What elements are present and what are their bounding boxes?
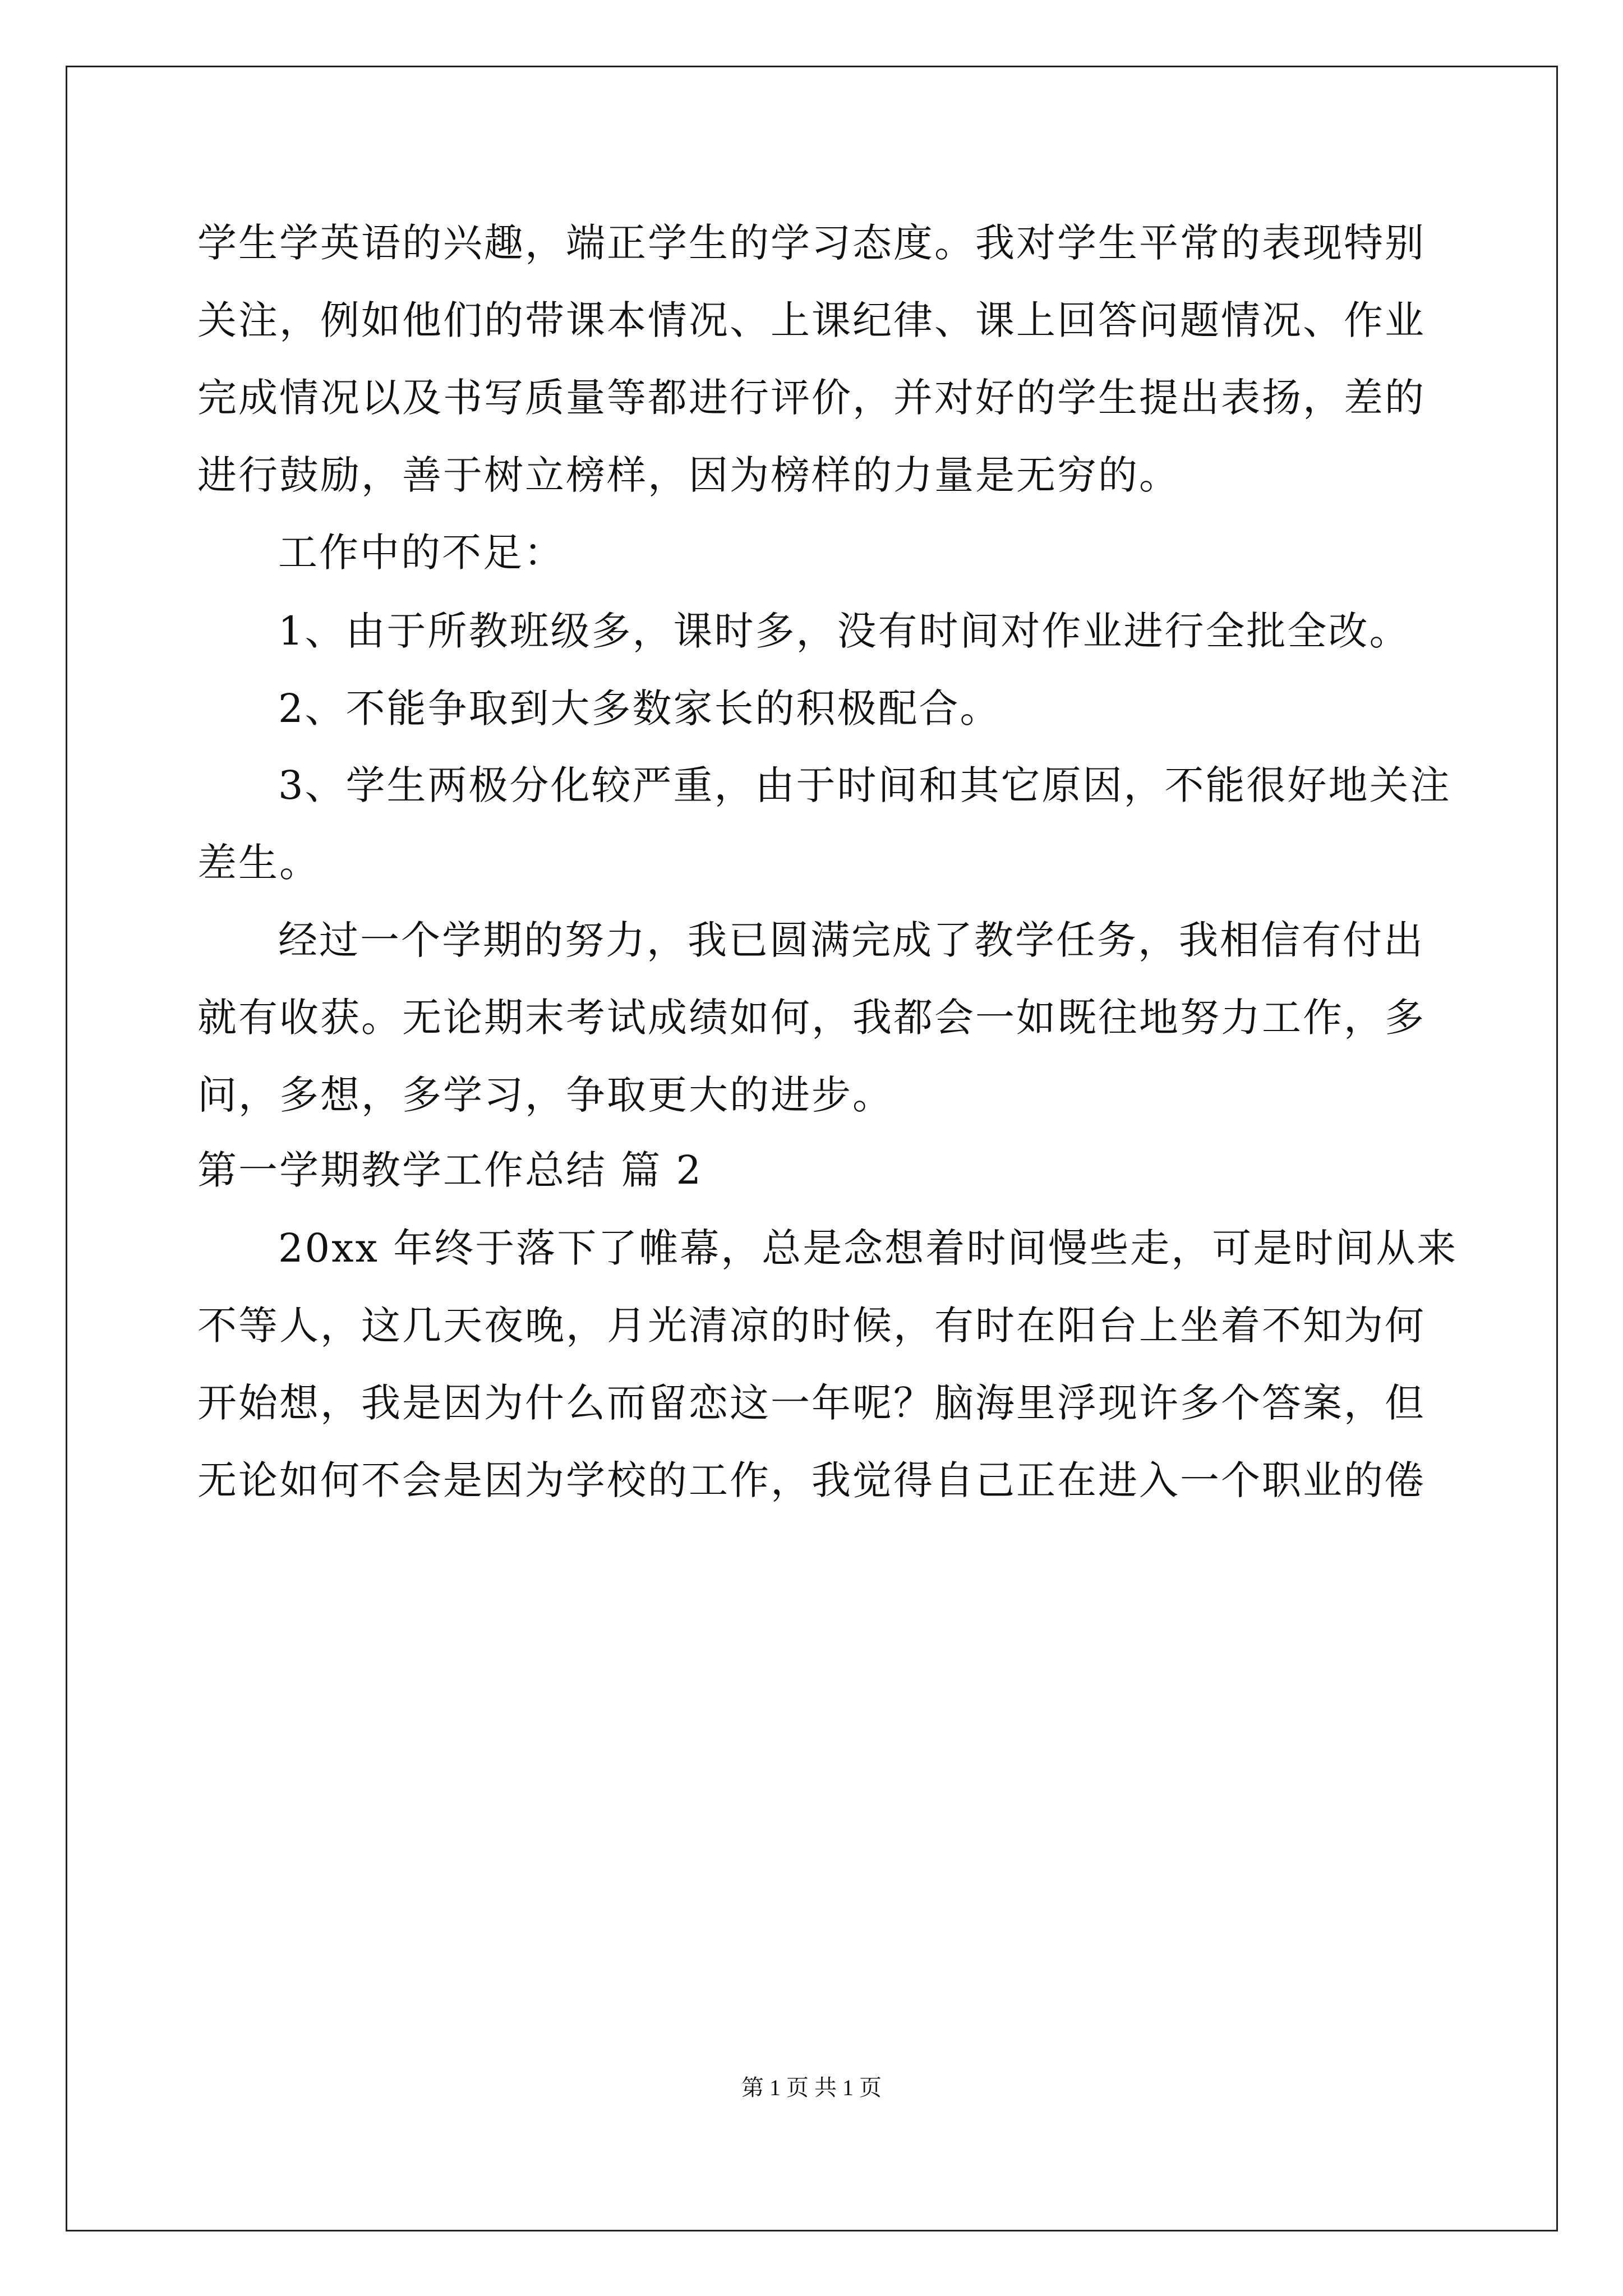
paragraph-line: 经过一个学期的努力，我已圆满完成了教学任务，我相信有付出 xyxy=(278,917,1424,963)
paragraph-line: 不等人，这几天夜晚，月光清凉的时候，有时在阳台上坐着不知为何 xyxy=(197,1303,1426,1349)
paragraph-line: 问，多想，多学习，争取更大的进步。 xyxy=(197,1072,893,1118)
paragraph-line: 开始想，我是因为什么而留恋这一年呢？脑海里浮现许多个答案，但 xyxy=(197,1380,1426,1426)
paragraph-line: 20xx 年终于落下了帷幕，总是念想着时间慢些走，可是时间从来 xyxy=(278,1225,1458,1271)
paragraph-line: 进行鼓励，善于树立榜样，因为榜样的力量是无穷的。 xyxy=(197,452,1180,498)
paragraph-line: 就有收获。无论期末考试成绩如何，我都会一如既往地努力工作，多 xyxy=(197,995,1426,1041)
list-item: 2、不能争取到大多数家长的积极配合。 xyxy=(278,685,1001,731)
paragraph-line: 差生。 xyxy=(197,840,320,886)
paragraph-line: 学生学英语的兴趣，端正学生的学习态度。我对学生平常的表现特别 xyxy=(197,220,1426,266)
list-item: 1、由于所教班级多，课时多，没有时间对作业进行全批全改。 xyxy=(278,608,1410,654)
paragraph-line: 完成情况以及书写质量等都进行评价，并对好的学生提出表扬，差的 xyxy=(197,375,1426,421)
page-footer: 第 1 页 共 1 页 xyxy=(741,2075,882,2100)
section-label: 工作中的不足： xyxy=(278,530,565,576)
list-item: 3、学生两极分化较严重，由于时间和其它原因，不能很好地关注 xyxy=(278,762,1451,808)
paragraph-line: 关注，例如他们的带课本情况、上课纪律、课上回答问题情况、作业 xyxy=(197,297,1426,343)
paragraph-line: 无论如何不会是因为学校的工作，我觉得自己正在进入一个职业的倦 xyxy=(197,1457,1426,1503)
section-heading: 第一学期教学工作总结 篇 2 xyxy=(197,1147,703,1193)
